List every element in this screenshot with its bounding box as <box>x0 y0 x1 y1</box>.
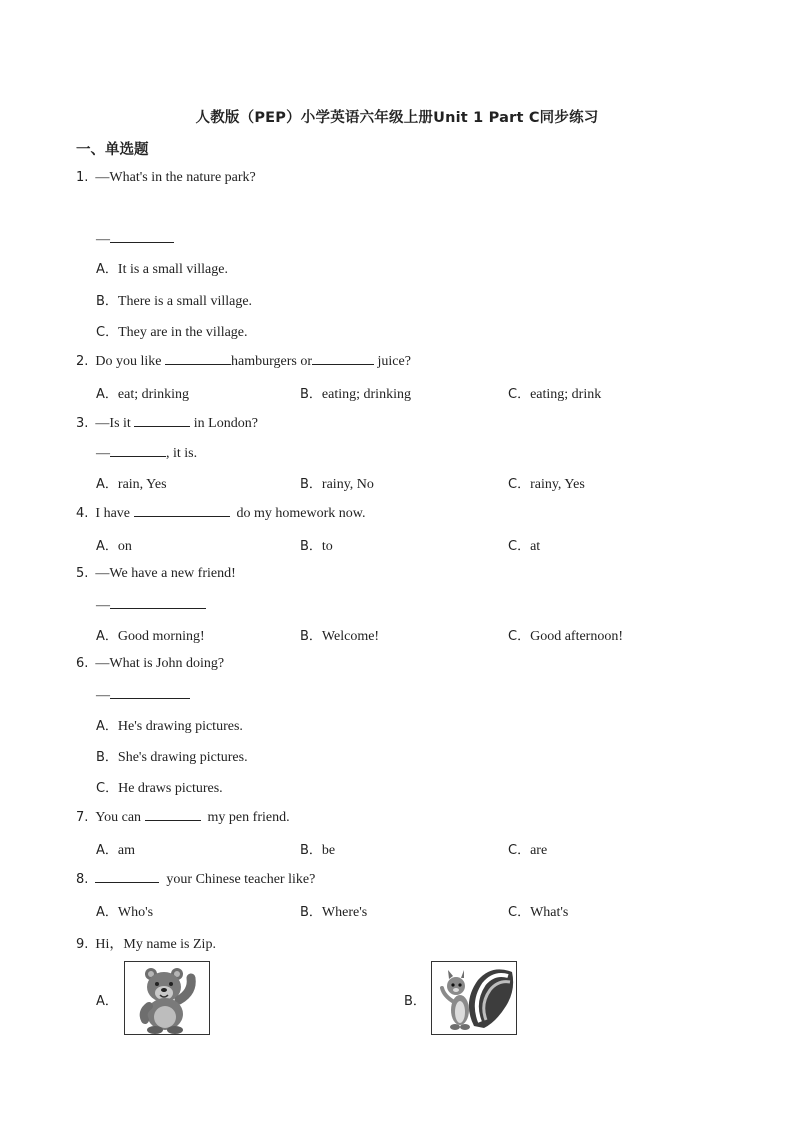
q2-option-c[interactable]: C．eating; drink <box>508 387 602 402</box>
q5-option-a[interactable]: A．Good morning! <box>96 629 205 644</box>
answer-line-1[interactable]: — <box>96 230 174 248</box>
question-1: 1. —What's in the nature park? <box>76 170 256 185</box>
answer-blank[interactable] <box>110 230 174 243</box>
q6-option-b[interactable]: B．She's drawing pictures. <box>96 750 248 765</box>
blank-1[interactable] <box>165 352 231 365</box>
q4-option-c[interactable]: C．at <box>508 539 541 554</box>
question-8: 8. your Chinese teacher like? <box>76 872 316 887</box>
question-6: 6. —What is John doing? <box>76 656 225 671</box>
q9-option-b-label[interactable]: B． <box>404 994 426 1009</box>
q8-option-a[interactable]: A．Who's <box>96 905 154 920</box>
q5-option-b[interactable]: B．Welcome! <box>300 629 380 644</box>
q3-option-b[interactable]: B．rainy, No <box>300 477 374 492</box>
squirrel-illustration <box>432 962 516 1034</box>
question-3-line-2: — , it is. <box>96 446 198 461</box>
answer-blank[interactable] <box>110 596 206 609</box>
question-9: 9. Hi，My name is Zip. <box>76 937 216 952</box>
q7-option-c[interactable]: C．are <box>508 843 548 858</box>
q4-option-a[interactable]: A．on <box>96 539 132 554</box>
blank-1[interactable] <box>134 414 190 427</box>
squirrel-image[interactable] <box>431 961 517 1035</box>
q3-option-c[interactable]: C．rainy, Yes <box>508 477 585 492</box>
answer-line-5[interactable]: — <box>96 596 206 614</box>
q3-option-a[interactable]: A．rain, Yes <box>96 477 167 492</box>
question-2: 2. Do you like hamburgers or juice? <box>76 354 411 369</box>
q1-option-b[interactable]: B．There is a small village. <box>96 294 253 309</box>
q6-option-a[interactable]: A．He's drawing pictures. <box>96 719 243 734</box>
q4-option-b[interactable]: B．to <box>300 539 333 554</box>
q2-option-b[interactable]: B．eating; drinking <box>300 387 411 402</box>
q7-option-a[interactable]: A．am <box>96 843 136 858</box>
q8-option-c[interactable]: C．What's <box>508 905 569 920</box>
bear-illustration <box>125 962 209 1034</box>
section-heading: 一、单选题 <box>76 142 149 158</box>
answer-line-6[interactable]: — <box>96 686 190 704</box>
q1-option-c[interactable]: C．They are in the village. <box>96 325 248 340</box>
question-1-stem: —What's in the nature park? <box>95 170 256 185</box>
q7-option-b[interactable]: B．be <box>300 843 336 858</box>
blank-2[interactable] <box>110 444 166 457</box>
q9-option-a-label[interactable]: A． <box>96 994 118 1009</box>
bear-image[interactable] <box>124 961 210 1035</box>
blank-2[interactable] <box>312 352 374 365</box>
blank-1[interactable] <box>145 808 201 821</box>
answer-blank[interactable] <box>110 686 190 699</box>
q6-option-c[interactable]: C．He draws pictures. <box>96 781 223 796</box>
q5-option-c[interactable]: C．Good afternoon! <box>508 629 623 644</box>
blank-1[interactable] <box>95 870 159 883</box>
question-7: 7. You can my pen friend. <box>76 810 290 825</box>
q2-option-a[interactable]: A．eat; drinking <box>96 387 190 402</box>
q1-option-a[interactable]: A．It is a small village. <box>96 262 228 277</box>
question-4: 4. I have do my homework now. <box>76 506 366 521</box>
question-5: 5. —We have a new friend! <box>76 566 236 581</box>
document-title: 人教版（PEP）小学英语六年级上册Unit 1 Part C同步练习 <box>195 110 599 126</box>
q8-option-b[interactable]: B．Where's <box>300 905 368 920</box>
question-3: 3. —Is it in London? <box>76 416 258 431</box>
blank-1[interactable] <box>134 504 230 517</box>
